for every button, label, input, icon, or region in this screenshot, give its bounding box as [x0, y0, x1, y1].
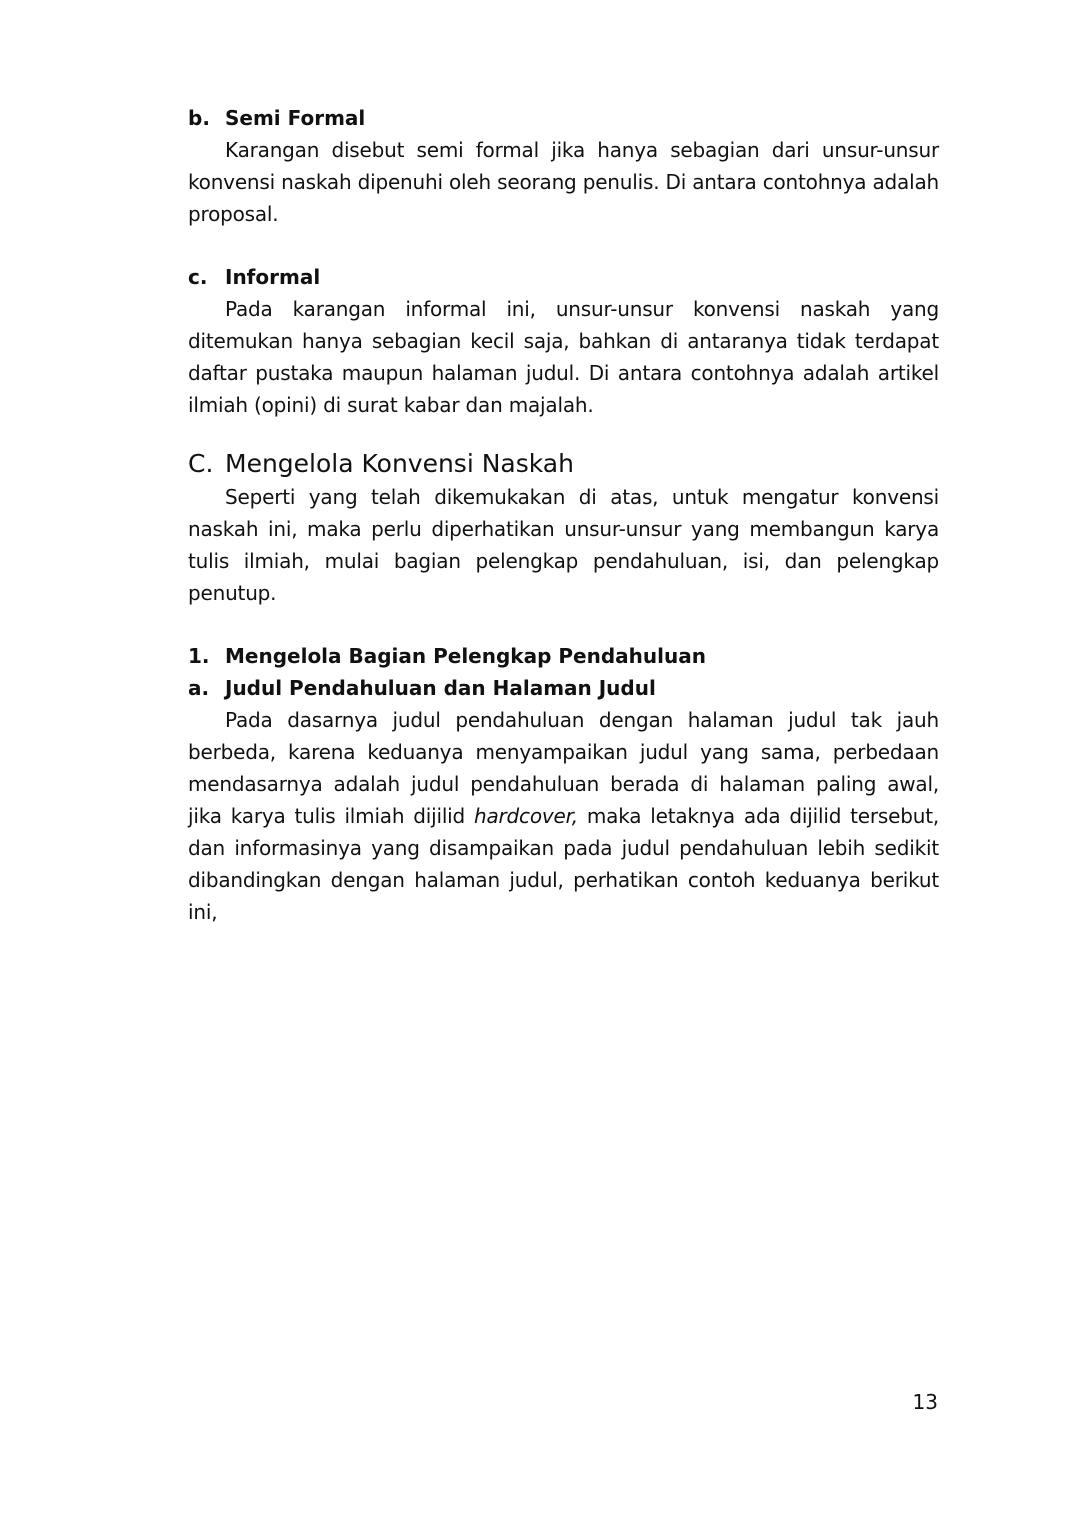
list-marker: b.: [188, 106, 210, 130]
subheading-judul-pendahuluan: [188, 672, 939, 704]
italic-term: hardcover,: [473, 804, 578, 828]
list-marker: a.: [188, 676, 210, 700]
subheading-semi-formal: [188, 102, 939, 134]
paragraph-judul-pendahuluan: [188, 704, 939, 928]
section-marker: C.: [188, 449, 214, 478]
list-marker: 1.: [188, 644, 210, 668]
subheading-title: Mengelola Bagian Pelengkap Pendahuluan: [225, 644, 706, 668]
paragraph-informal: Pada karangan informal ini, unsur-unsur konvensi naskah yang ditemukan hanya sebagian kecil saja, bahkan di antaranya tidak terdapat daftar pustaka maupun halaman judul. Di antara contohnya adalah artikel ilmiah (opini) di surat kabar dan majalah.: [188, 297, 939, 417]
subheading-title: Informal: [225, 265, 321, 289]
list-marker: c.: [188, 265, 208, 289]
paragraph-mengelola-konvensi: Seperti yang telah dikemukakan di atas, untuk mengatur konvensi naskah ini, maka perlu diperhatikan unsur-unsur yang membangun karya tulis ilmiah, mulai bagian pelengkap pendahuluan, isi, dan pelengkap penutup.: [188, 485, 939, 605]
section-title: Mengelola Konvensi Naskah: [225, 449, 574, 478]
page-number: 13: [912, 1390, 938, 1414]
paragraph-text-before: Pada dasarnya judul pendahuluan dengan halaman judul tak jauh berbeda, karena keduanya menyampaikan judul yang sama, perbedaan mendasarnya adalah judul pendahuluan berada di halaman paling awal, jika karya tulis ilmiah dijilid: [188, 708, 939, 828]
paragraph-text-after: maka letaknya ada dijilid tersebut, dan informasinya yang disampaikan pada judul pendahuluan lebih sedikit dibandingkan dengan halaman judul, perhatikan contoh keduanya berikut ini,: [188, 804, 939, 924]
subheading-informal: [188, 261, 939, 293]
section-heading-mengelola-konvensi: [188, 447, 939, 481]
subheading-pelengkap-pendahuluan: [188, 640, 939, 672]
subheading-title: Judul Pendahuluan dan Halaman Judul: [225, 676, 656, 700]
page-content: [188, 102, 939, 928]
paragraph-semi-formal: Karangan disebut semi formal jika hanya sebagian dari unsur-unsur konvensi naskah dipenuhi oleh seorang penulis. Di antara contohnya adalah proposal.: [188, 138, 939, 226]
subheading-title: Semi Formal: [225, 106, 366, 130]
